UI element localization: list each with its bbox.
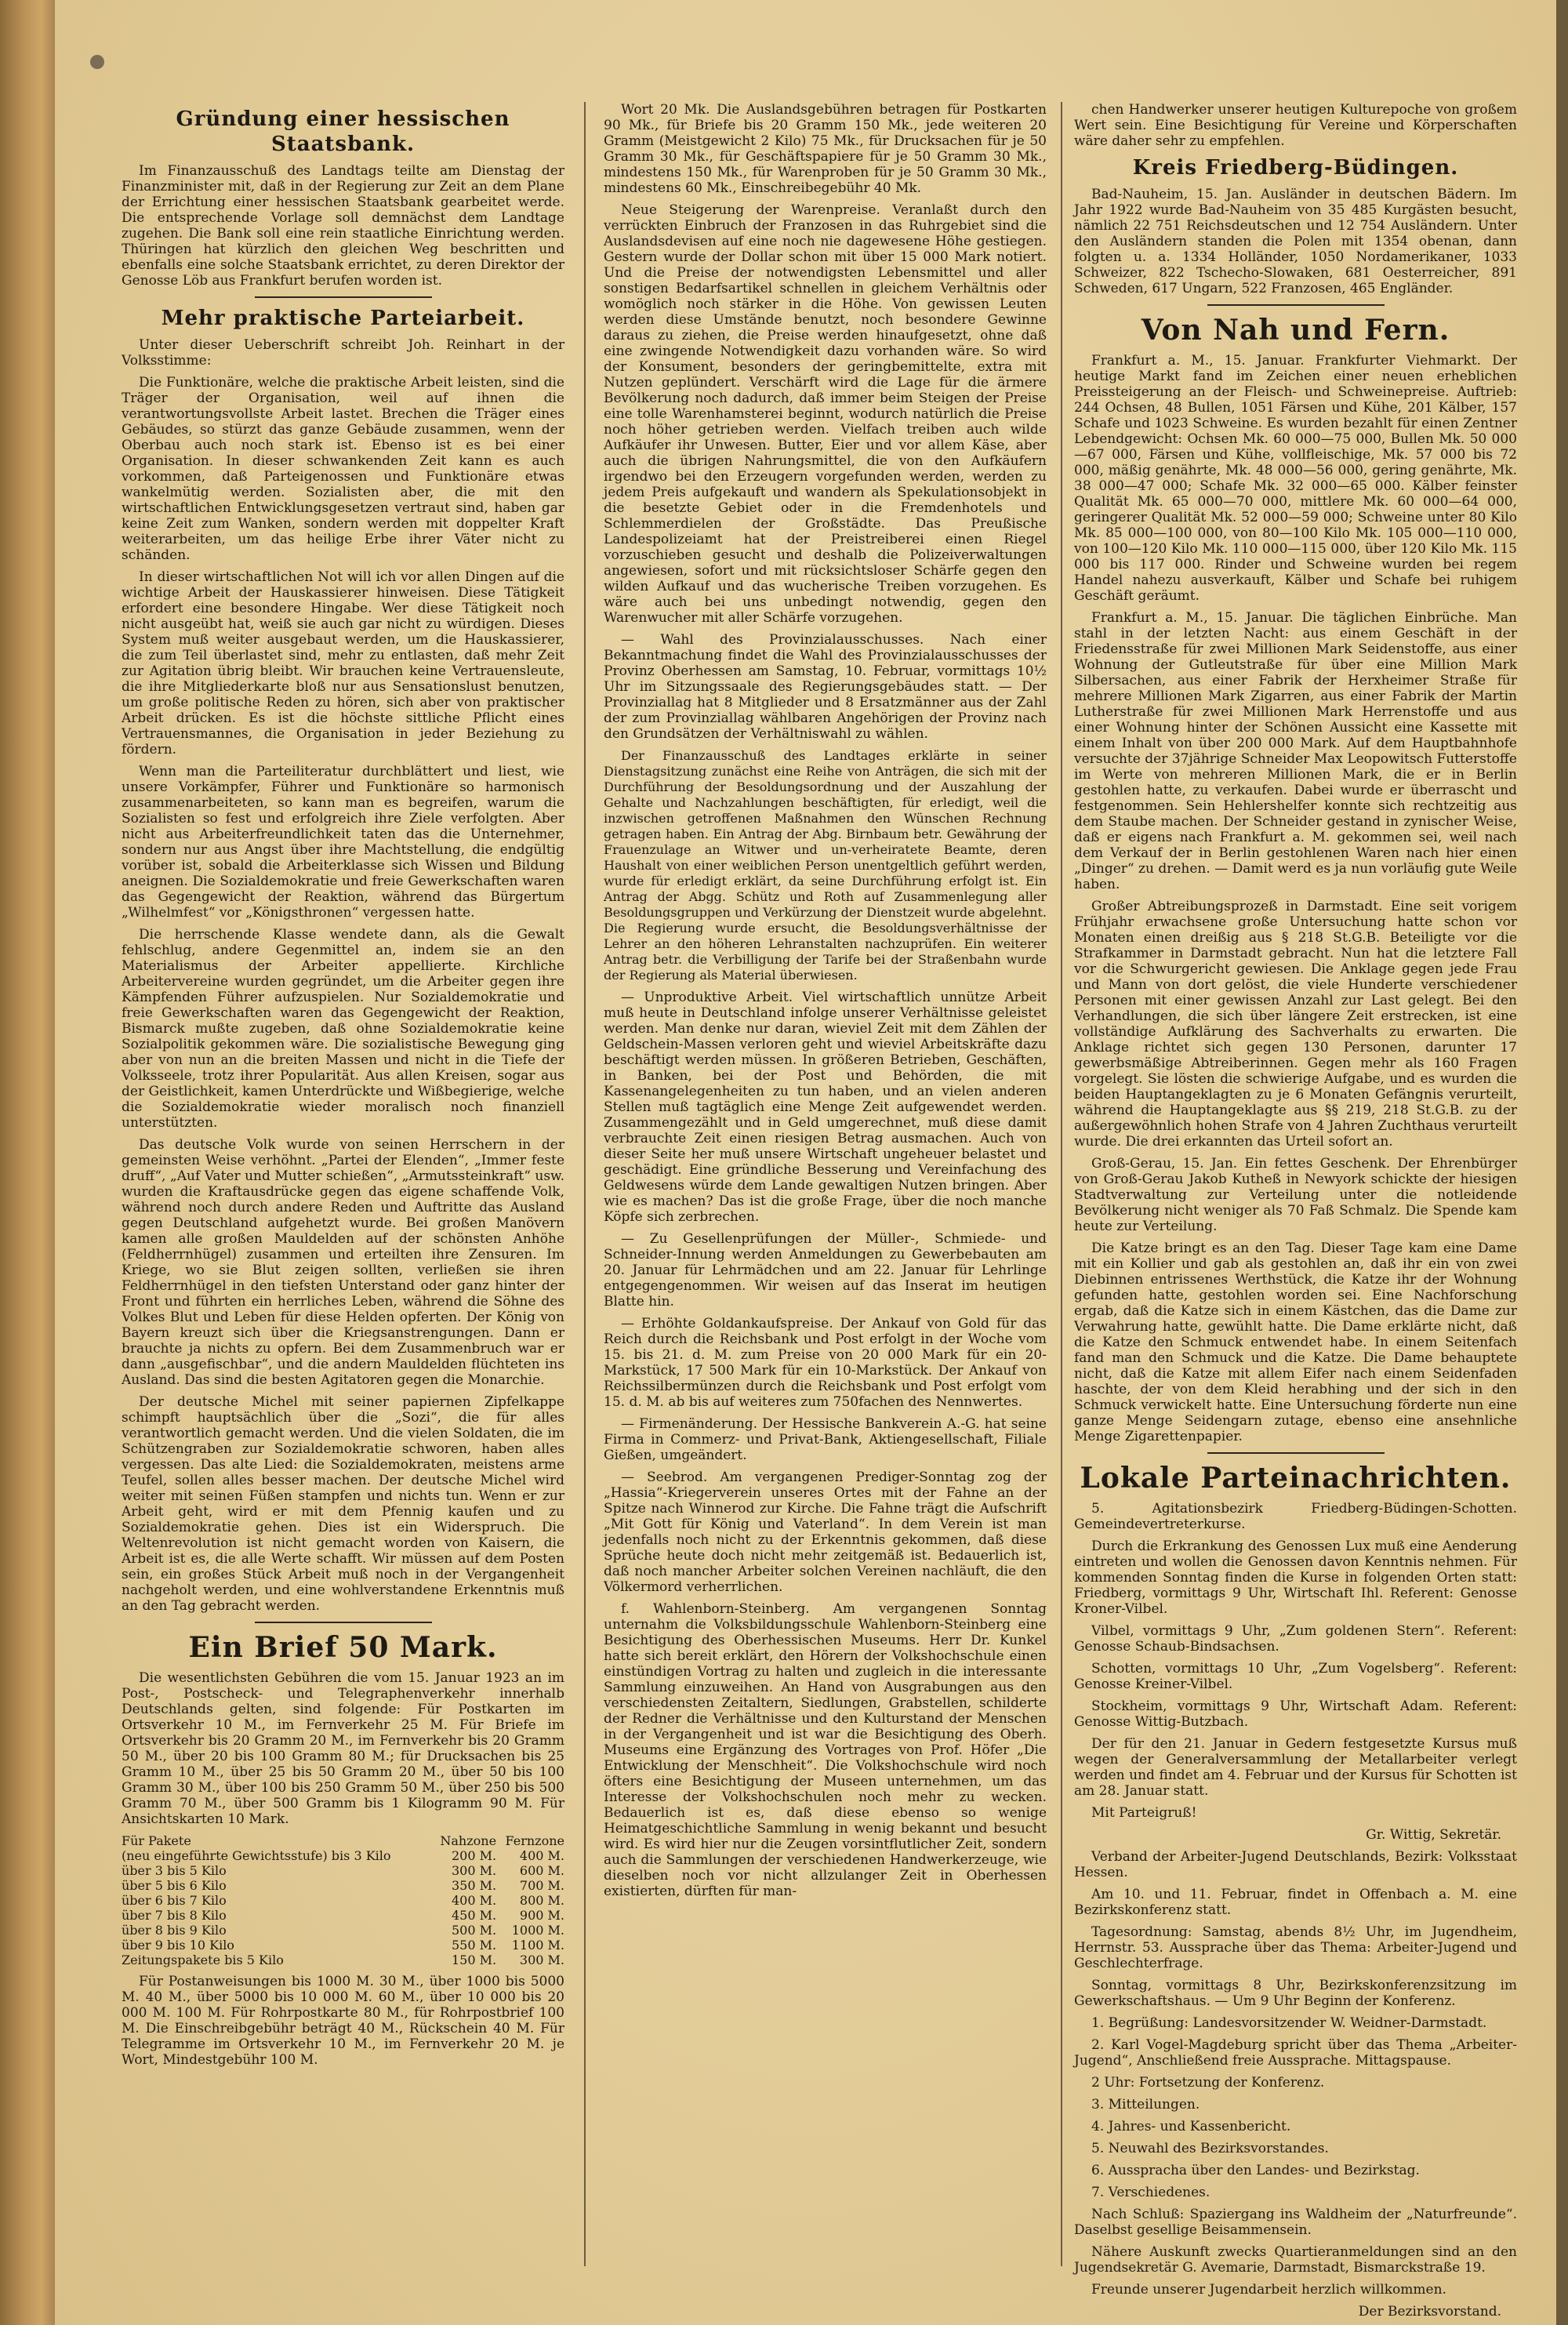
- parcel-rate-table: [122, 1833, 564, 1967]
- table-row: [122, 1923, 564, 1938]
- article-paragraph: Schotten, vormittags 10 Uhr, „Zum Vogelsberg“. Referent: Genosse Kreiner-Vilbel.: [1074, 1661, 1517, 1692]
- table-header: Nahzone: [440, 1833, 497, 1848]
- agenda-item: 3. Mitteilungen.: [1091, 2097, 1200, 2112]
- article-paragraph: Vilbel, vormittags 9 Uhr, „Zum goldenen Stern“. Referent: Genosse Schaub-Bindsachsen.: [1074, 1623, 1517, 1655]
- separator: [255, 296, 432, 298]
- table-cell: 700 M.: [519, 1878, 564, 1893]
- separator: [1207, 304, 1385, 306]
- agenda-item: 4. Jahres- und Kassenbericht.: [1091, 2119, 1291, 2134]
- headline-brief: Ein Brief 50 Mark.: [188, 1631, 498, 1664]
- article-paragraph: — Wahl des Provinzialausschusses. Nach einer Bekanntmachung findet die Wahl des Provinzialausschusses der Provinz Oberhessen am Samstag, 10. Februar, vormittags 10½ Uhr im Sitzungssaale des Regierungsgebäudes statt. — Der Provinziallag hat 8 Mitglieder und 8 Ersatzmänner aus der Zahl der zum Provinziallag wählbaren Angehörigen der Provinz nach den Grundsätzen der Verhältniswahl zu wählen.: [604, 632, 1047, 742]
- signature: Gr. Wittig, Sekretär.: [1366, 1827, 1501, 1843]
- table-cell: 1100 M.: [511, 1938, 564, 1953]
- article-paragraph: Neue Steigerung der Warenpreise. Veranlaßt durch den verrückten Einbruch der Franzosen in das Ruhrgebiet sind die Auslandsdevisen auf eine noch nie dagewesene Höhe gestiegen. Gestern wurde der Dollar schon mit über 15 000 Mark notiert. Und die Preise der notwendigsten Lebensmittel und aller sonstigen Bedarfsartikel schnellen in gleichem Verhältnis oder womöglich noch stärker in die Höhe. Von gewissen Leuten werden diese Umstände benutzt, noch besondere Gewinne daraus zu ziehen, die Preise werden hinaufgesetzt, ohne daß eine zwingende Notwendigkeit dazu vorhanden wäre. So wird der Konsument, besonders der geringbemittelte, extra mit Nutzen geplündert. Verschärft wird die Lage für die ärmere Bevölkerung noch dadurch, daß immer beim Steigen der Preise eine tolle Warenhamsterei beginnt, wodurch natürlich die Preise noch höher getrieben werden. Vielfach treiben auch wilde Aufkäufer ihr Unwesen. Butter, Eier und vor allem Käse, aber auch die übrigen Nahrungsmittel, die von den Aufkäufern irgendwo bei den Erzeugern vorgefunden werden, werden zu jedem Preis aufgekauft und wandern als Spekulationsobjekt in die besetzte Gebiet oder in die Fremdenhotels und Schlemmerdielen der Großstädte. Das Preußische Landespolizeiamt hat der Preistreiberei einen Riegel vorzuschieben gesucht und deshalb die Polizeiverwaltungen angewiesen, sofort und mit rücksichtsloser Schärfe gegen den wilden Aufkauf und das wucherische Treiben vorzugehen. Es wäre auch bei uns unbedingt notwendig, gegen den Warenwucher mit aller Schärfe vorzugehen.: [604, 202, 1047, 626]
- headline-parteinachrichten: Lokale Parteinachrichten.: [1080, 1462, 1512, 1495]
- article-paragraph: — Zu Gesellenprüfungen der Müller-, Schmiede- und Schneider-Innung werden Anmeldungen zu Gewerbebauten am 20. Januar für Lehrmädchen und am 22. Januar für Lehrlinge entgegengenommen. Wir weisen auf das Inserat im heutigen Blatte hin.: [604, 1231, 1047, 1310]
- article-paragraph: — Firmenänderung. Der Hessische Bankverein A.-G. hat seine Firma in Commerz- und Privat-Bank, Aktiengesellschaft, Filiale Gießen, umgeändert.: [604, 1416, 1047, 1463]
- table-cell: 1000 M.: [511, 1923, 564, 1938]
- agenda-item: 5. Neuwahl des Bezirksvorstandes.: [1091, 2141, 1329, 2156]
- agenda-item: 6. Ausspracha über den Landes- und Bezirkstag.: [1091, 2163, 1420, 2178]
- agenda-item: 2 Uhr: Fortsetzung der Konferenz.: [1091, 2075, 1325, 2091]
- agenda-item: 1. Begrüßung: Landesvorsitzender W. Weidner-Darmstadt.: [1091, 2015, 1487, 2031]
- table-header-row: [122, 1833, 564, 1848]
- book-binding: [0, 0, 55, 2325]
- article-paragraph: Großer Abtreibungsprozeß in Darmstadt. Eine seit vorigem Frühjahr erwachsene große Untersuchung hatte schon vor Monaten einen dreißig aus § 218 St.G.B. Beteiligte vor die Strafkammer in Darmstadt gebracht. Nun hat die letztere Fall vor die Schwurgericht gewiesen. Die Anklage gegen jede Frau und Mann von dort gelöst, die viele Hunderte verschiedener Personen mit einer gewissen Anzahl zur Last gelegt. Bei den Verhandlungen, die sich über längere Zeit erstrecken, ist eine vollständige Aufklärung des Sachverhalts zu erwarten. Die Anklage richtet sich gegen 130 Personen, darunter 17 gewerbsmäßige Abtreiberinnen. Gegen mehr als 160 Fragen vorgelegt. Sie lösten die schwierige Aufgabe, und es wurden die beiden Hauptangeklagten zu je 6 Monaten Gefängnis verurteilt, während die Hauptangeklagte aus §§ 219, 218 St.G.B. zu der außergewöhnlich hohen Strafe von 4 Jahren Zuchthaus verurteilt wurde. Die drei erkannten das Urteil sofort an.: [1074, 899, 1517, 1150]
- table-cell: 800 M.: [519, 1893, 564, 1908]
- article-paragraph: Die Funktionäre, welche die praktische Arbeit leisten, sind die Träger der Organisation, weil auf ihnen die verantwortungsvollste Arbeit lastet. Brechen die Träger eines Gebäudes, so stürzt das ganze Gebäude zusammen, wenn der Oberbau auch noch stark ist. Ebenso ist es bei einer Organisation. In dieser schwankenden Zeit kann es auch vorkommen, daß Parteigenossen und Funktionäre etwas wankelmütig werden. Sozialisten aber, die mit den wirtschaftlichen Entwicklungsgesetzen vertraut sind, haben gar keine Zeit zum Wanken, sondern werden mit doppelter Kraft weiterarbeiten, um das heilige Erbe ihrer Väter nicht zu schänden.: [122, 375, 564, 563]
- article-paragraph: In dieser wirtschaftlichen Not will ich vor allen Dingen auf die wichtige Arbeit der Hauskassierer hinweisen. Diese Tätigkeit erfordert eine besondere Hingabe. Wer diese Tätigkeit noch nicht ausgeübt hat, weiß sie auch gar nicht zu würdigen. Dieses System muß weiter ausgebaut werden, um die Hauskassierer, die zum Teil überlastet sind, mehr zu entlasten, daß mehr Zeit zur Agitation übrig bleibt. Wir brauchen keine Vertrauensleute, die ihre Mitgliederkarte bloß nur aus Sensationslust benutzen, um große politische Reden zu hören, sich aber von praktischer Arbeit drücken. Es ist die höchste sittliche Pflicht eines Vertrauensmannes, die Organisation in jeder Beziehung zu fördern.: [122, 569, 564, 757]
- table-cell: über 9 bis 10 Kilo: [122, 1938, 234, 1953]
- article-paragraph: Frankfurt a. M., 15. Januar. Frankfurter Viehmarkt. Der heutige Markt fand im Zeichen einer neuen erheblichen Preissteigerung an der Fleisch- und Schweinepreise. Auftrieb: 244 Ochsen, 48 Bullen, 1051 Färsen und Kühe, 201 Kälber, 157 Schafe und 1023 Schweine. Es wurden bezahlt für einen Zentner Lebendgewicht: Ochsen Mk. 60 000—75 000, Bullen Mk. 50 000—67 000, Färsen und Kühe, vollfleischige, Mk. 57 000 bis 72 000, mäßig genährte, Mk. 48 000—56 000, gering genährte, Mk. 38 000—47 000; Schafe Mk. 32 000—65 000. Kälber feinster Qualität Mk. 65 000—70 000, mittlere Mk. 60 000—64 000, geringerer Qualität Mk. 52 000—59 000; Schweine unter 80 Kilo Mk. 85 000—100 000, von 80—100 Kilo Mk. 105 000—110 000, von 100—120 Kilo Mk. 110 000—115 000, über 120 Kilo Mk. 115 000 bis 117 000. Rinder und Schweine wurden bei regem Handel nahezu ausverkauft, Kälber und Schafe bei ruhigem Geschäft geräumt.: [1074, 353, 1517, 604]
- table-header: Für Pakete: [122, 1833, 191, 1848]
- table-row: [122, 1878, 564, 1893]
- article-paragraph: Nähere Auskunft zwecks Quartieranmeldungen sind an den Jugendsekretär G. Avemarie, Darmstadt, Bismarckstraße 19.: [1074, 2244, 1517, 2276]
- table-cell: 200 M.: [451, 1848, 497, 1863]
- agenda-item: 2. Karl Vogel-Magdeburg spricht über das Thema „Arbeiter-Jugend“, Anschließend freie Aussprache. Mittagspause.: [1074, 2037, 1517, 2069]
- table-cell: 400 M.: [519, 1848, 564, 1863]
- article-paragraph: 5. Agitationsbezirk Friedberg-Büdingen-Schotten. Gemeindevertreterkurse.: [1074, 1501, 1517, 1532]
- article-paragraph: Die Katze bringt es an den Tag. Dieser Tage kam eine Dame mit ein Kollier und gab als gestohlen an, daß ihr ein von zwei Diebinnen entrissenes Werthstück, die Katze ihr der Wohnung gefunden hatte, gestohlen worden sei. Eine Nachforschung ergab, daß die Katze sich in einem Kästchen, das die Dame zur Verwahrung hatte, gewühlt hatte. Die Dame erklärte nicht, daß die Katze den Schmuck entwendet habe. In einem Seitenfach fand man den Schmuck und die Katze. Die Dame behauptete nicht, daß die Katze mit allem Eifer nach einem Seidenfaden haschte, der von dem Kleid herabhing und der sich in den Schmuck verwickelt hatte. Eine Untersuchung förderte nun eine ganze Menge Seidengarn zutage, ebenso eine ansehnliche Menge Zigarettenpapier.: [1074, 1241, 1517, 1444]
- headline-parteiarbeit: Mehr praktische Parteiarbeit.: [161, 307, 525, 330]
- binding-hole: [90, 55, 104, 69]
- table-cell: Zeitungspakete bis 5 Kilo: [122, 1953, 284, 1967]
- column-2: [604, 102, 1047, 2282]
- article-paragraph: — Seebrod. Am vergangenen Prediger-Sonntag zog der „Hassia“-Kriegerverein unseres Ortes mit der Fahne an der Spitze nach Winnerod zur Kirche. Die Fahne trägt die Aufschrift „Mit Gott für König und Vaterland“. In dem Verein ist man jedenfalls noch nicht zu der Erkenntnis gekommen, daß diese Sprüche heute doch nicht mehr zeitgemäß ist. Bedauerlich ist, daß noch mancher Arbeiter solchen Vereinen nachläuft, die den Völkermord verherrlichen.: [604, 1469, 1047, 1595]
- article-paragraph: Nach Schluß: Spaziergang ins Waldheim der „Naturfreunde“. Daselbst gesellige Beisammensein.: [1074, 2207, 1517, 2238]
- article-paragraph: Durch die Erkrankung des Genossen Lux muß eine Aenderung eintreten und wollen die Genossen davon Kenntnis nehmen. Für kommenden Sonntag finden die Kurse in folgenden Orten statt: Friedberg, vormittags 9 Uhr, Wirtschaft Ihl. Referent: Genosse Kroner-Vilbel.: [1074, 1538, 1517, 1617]
- headline-staatsbank: Gründung einer hessischen Staatsbank.: [176, 107, 510, 156]
- article-paragraph: Die wesentlichsten Gebühren die vom 15. Januar 1923 an im Post-, Postscheck- und Telegraphenverkehr innerhalb Deutschlands gelten, sind folgende: Für Postkarten im Ortsverkehr 10 M., im Fernverkehr 25 M. Für Briefe im Ortsverkehr bis 20 Gramm 20 M., im Fernverkehr bis 20 Gramm 50 M., über 20 bis 100 Gramm 80 M.; für Drucksachen bis 25 Gramm 10 M., über 25 bis 50 Gramm 20 M., über 50 bis 100 Gramm 30 M., über 100 bis 250 Gramm 50 M., über 250 bis 500 Gramm 70 M., über 500 Gramm bis 1 Kilogramm 90 M. Für Ansichtskarten 10 Mark.: [122, 1670, 564, 1827]
- article-paragraph: Unter dieser Ueberschrift schreibt Joh. Reinhart in der Volksstimme:: [122, 337, 564, 369]
- article-paragraph: chen Handwerker unserer heutigen Kulturepoche von großem Wert sein. Eine Besichtigung für Vereine und Körperschaften wäre daher sehr zu empfehlen.: [1074, 102, 1517, 149]
- table-cell: 450 M.: [451, 1908, 497, 1923]
- table-cell: 300 M.: [451, 1863, 497, 1878]
- table-cell: 350 M.: [451, 1878, 497, 1893]
- article-paragraph: Tagesordnung: Samstag, abends 8½ Uhr, im Jugendheim, Herrnstr. 53. Aussprache über das Thema: Arbeiter-Jugend und Geschlechterfrage.: [1074, 1924, 1517, 1971]
- article-paragraph: — Erhöhte Goldankaufspreise. Der Ankauf von Gold für das Reich durch die Reichsbank und Post erfolgt in der Woche vom 15. bis 21. d. M. zum Preise von 20 000 Mark für ein 20-Markstück, 17 500 Mark für ein 10-Markstück. Der Ankauf von Reichssilbermünzen durch die Reichsbank und Post erfolgt vom 15. d. M. ab bis auf weiteres zum 750fachen des Nennwertes.: [604, 1316, 1047, 1410]
- article-paragraph: Sonntag, vormittags 8 Uhr, Bezirkskonferenzsitzung im Gewerkschaftshaus. — Um 9 Uhr Beginn der Konferenz.: [1074, 1978, 1517, 2009]
- table-cell: 550 M.: [451, 1938, 497, 1953]
- agenda-item: 7. Verschiedenes.: [1091, 2185, 1210, 2200]
- table-cell: über 3 bis 5 Kilo: [122, 1863, 227, 1878]
- article-paragraph: Mit Parteigruß!: [1091, 1805, 1197, 1821]
- article-paragraph: — Unproduktive Arbeit. Viel wirtschaftlich unnütze Arbeit muß heute in Deutschland infolge unserer Verhältnisse geleistet werden. Man denke nur daran, wieviel Zeit mit dem Zählen der Geldschein-Massen verloren geht und wieviel Arbeitskräfte dazu beschäftigt werden müssen. In größeren Betrieben, Geschäften, in Banken, bei der Post und Behörden, die mit Kassenangelegenheiten zu tun haben, und an vielen anderen Stellen muß tagtäglich eine Menge Zeit aufgewendet werden. Zusammengezählt und in Geld umgerechnet, muß diese damit verbrauchte Zeit einen riesigen Betrag ausmachen. Auch von dieser Seite her muß unsere Wirtschaft ungeheuer belastet und geschädigt. Eine gründliche Besserung und Vereinfachung des Geldwesens würde dem Lande gewaltigen Nutzen bringen. Aber wie es machen? Das ist die große Frage, über die noch manche Köpfe sich zerbrechen.: [604, 990, 1047, 1225]
- article-paragraph: Am 10. und 11. Februar, findet in Offenbach a. M. eine Bezirkskonferenz statt.: [1074, 1887, 1517, 1918]
- article-paragraph: Im Finanzausschuß des Landtags teilte am Dienstag der Finanzminister mit, daß in der Regierung zur Zeit an dem Plane der Errichtung einer hessischen Staatsbank gearbeitet werde. Die entsprechende Vorlage soll demnächst dem Landtage zugehen. Die Bank soll eine rein staatliche Einrichtung werden. Thüringen hat kürzlich den gleichen Weg beschritten und ebenfalls eine solche Staatsbank errichtet, zu deren Direktor der Genosse Löb aus Frankfurt berufen worden ist.: [122, 163, 564, 289]
- table-row: [122, 1953, 564, 1967]
- article-paragraph: Der für den 21. Januar in Gedern festgesetzte Kursus muß wegen der Generalversammlung der Metallarbeiter verlegt werden und findet am 4. Februar und der Kursus für Schotten ist am 28. Januar statt.: [1074, 1736, 1517, 1799]
- article-paragraph: Verband der Arbeiter-Jugend Deutschlands, Bezirk: Volksstaat Hessen.: [1074, 1849, 1517, 1880]
- article-paragraph: Für Postanweisungen bis 1000 M. 30 M., über 1000 bis 5000 M. 40 M., über 5000 bis 10 000 M. 60 M., über 10 000 bis 20 000 M. 100 M. Für Rohrpostkarte 80 M., für Rohrpostbrief 100 M. Die Einschreibgebühr beträgt 40 M., Rückschein 40 M. Für Telegramme im Ortsverkehr 10 M., im Fernverkehr 20 M. je Wort, Mindestgebühr 100 M.: [122, 1974, 564, 2068]
- table-cell: 600 M.: [519, 1863, 564, 1878]
- column-3: [1074, 102, 1517, 2320]
- article-paragraph: Wenn man die Parteiliteratur durchblättert und liest, wie unsere Vorkämpfer, Führer und Funktionäre so harmonisch zusammenarbeiteten, so kann man es begreifen, warum die Sozialisten so fest und erfolgreich ihre Ziele verfolgten. Aber nicht aus Arbeiterfreundlichkeit taten das die Unternehmer, sondern nur aus Angst über ihre Machtstellung, die endgültig vorüber ist, sobald die Arbeiterklasse sich Wissen und Bildung aneignen. Die Sozialdemokratie und freie Gewerkschaften waren das Gegengewicht der Reaktion, während das Bürgertum „Wilhelmfest“ vor „Königsthronen“ vergessen hatte.: [122, 764, 564, 921]
- table-row: [122, 1893, 564, 1908]
- table-cell: 900 M.: [519, 1908, 564, 1923]
- table-cell: 500 M.: [451, 1923, 497, 1938]
- table-row: [122, 1863, 564, 1878]
- article-paragraph: Bad-Nauheim, 15. Jan. Ausländer in deutschen Bädern. Im Jahr 1922 wurde Bad-Nauheim von 35 485 Kurgästen besucht, nämlich 22 751 Reichsdeutschen und 12 754 Ausländern. Unter den Ausländern standen die Polen mit 1354 obenan, dann folgten u. a. 1334 Holländer, 1050 Nordamerikaner, 1033 Schweizer, 822 Tschecho-Slowaken, 681 Oesterreicher, 891 Schweden, 617 Ungarn, 522 Franzosen, 465 Engländer.: [1074, 187, 1517, 296]
- signature: Der Bezirksvorstand.: [1358, 2304, 1501, 2320]
- table-cell: über 6 bis 7 Kilo: [122, 1893, 227, 1908]
- article-paragraph: Freunde unserer Jugendarbeit herzlich willkommen.: [1091, 2282, 1446, 2298]
- headline-kreis: Kreis Friedberg-Büdingen.: [1132, 156, 1459, 180]
- article-paragraph: Frankfurt a. M., 15. Januar. Die täglichen Einbrüche. Man stahl in der letzten Nacht: aus einem Geschäft in der Friedensstraße für zwei Millionen Mark Seidenstoffe, aus einer Wohnung der Gutleutstraße für über eine Million Mark Silbersachen, aus einer Fabrik der Herxheimer Straße für mehrere Millionen Mark Zigarren, aus einer Fabrik der Martin Lutherstraße für zwei Millionen Mark Herrenstoffe und aus einer Wohnung hinter der Schönen Aussicht eine Kassette mit einem Inhalt von über 200 000 Mark. Auf dem Hauptbahnhofe versuchte der 37jährige Schneider Max Leopowitsch Futterstoffe im Werte von mehreren Millionen Mark, die er in Berlin gestohlen hatte, zu verkaufen. Dabei wurde er überrascht und festgenommen. Sein Hehlershelfer konnte sich rechtzeitig aus dem Staube machen. Der Schneider gestand in zynischer Weise, daß er eigens nach Frankfurt a. M. gekommen sei, weil nach dem Verkauf der in Berlin gestohlenen Waren nach hier einen „Dinger“ zu drehen. — Damit werd es ja nun vorläufig gute Weile haben.: [1074, 610, 1517, 892]
- article-paragraph: Stockheim, vormittags 9 Uhr, Wirtschaft Adam. Referent: Genosse Wittig-Butzbach.: [1074, 1698, 1517, 1730]
- table-cell: (neu eingeführte Gewichtsstufe) bis 3 Kilo: [122, 1848, 391, 1863]
- article-paragraph: Die herrschende Klasse wendete dann, als die Gewalt fehlschlug, andere Gegenmittel an, indem sie an den Materialismus der Arbeiter appellierte. Kirchliche Arbeitervereine wurden gegründet, um die Arbeiter gegen ihre Kämpfenden Führer aufzuspielen. Nur Sozialdemokratie und freie Gewerkschaften waren das Gegengewicht der Reaktion, Bismarck mußte zugeben, daß ohne Sozialdemokratie keine Sozialpolitik gekommen wäre. Die sozialistische Bewegung ging aber von nun an die breiten Massen und nicht in die Tiefe der Volksseele, trotz ihrer Popularität. Aus allen Kreisen, sogar aus der Geistlichkeit, kamen Unterdrückte und Wißbegierige, welche die Sozialdemokratie wieder moralisch noch finanziell unterstützten.: [122, 927, 564, 1131]
- separator: [1207, 1452, 1385, 1454]
- column-1: [122, 102, 564, 2282]
- article-paragraph: f. Wahlenborn-Steinberg. Am vergangenen Sonntag unternahm die Volksbildungsschule Wahlenborn-Steinberg eine Besichtigung des Oberhessischen Museums. Herr Dr. Kunkel hatte sich bereit erklärt, den Hörern der Volkshochschule einen einstündigen Vortrag zu halten und zugleich in die interessante Sammlung einzuweihen. An Hand von Ausgrabungen aus den verschiedensten Zeitaltern, Siedlungen, Grabstellen, schilderte der Redner die Verhältnisse und den Kulturstand der Menschen in der Vergangenheit und ist war die Besichtigung des Oberh. Museums eine Ergänzung des Vortrages von Prof. Höfer „Die Entwicklung der Menschheit“. Die Volkshochschule wird noch öfters eine Besichtigung der Museen unternehmen, um das Interesse der Volkshochschulen noch mehr zu wecken. Bedauerlich ist es, daß diese ebenso so wenige Heimatgeschichtliche Sammlung in wenig bekannt und besucht wird. Es wird hier nur die Zeugen vorsintflutlicher Zeit, sondern auch die Sammlungen der verschiedenen Handwerkerzeuge, wie dieselben noch vor nicht allzulanger Zeit in Oberhessen existierten, dürften für man-: [604, 1601, 1047, 1899]
- article-paragraph: Groß-Gerau, 15. Jan. Ein fettes Geschenk. Der Ehrenbürger von Groß-Gerau Jakob Kutheß in Newyork schickte der hiesigen Stadtverwaltung zur Verteilung unter die notleidende Bevölkerung nicht weniger als 70 Faß Schmalz. Die Spende kam heute zur Verteilung.: [1074, 1156, 1517, 1234]
- table-row: [122, 1908, 564, 1923]
- article-paragraph: Wort 20 Mk. Die Auslandsgebühren betragen für Postkarten 90 Mk., für Briefe bis 20 Gramm 150 Mk., jede weiteren 20 Gramm (Meistgewicht 2 Kilo) 75 Mk., für Drucksachen für je 50 Gramm 30 Mk., für Geschäftspapiere für je 50 Gramm 30 Mk., mindestens 150 Mk., für Warenproben für je 50 Gramm 30 Mk., mindestens 60 Mk., Einschreibegebühr 40 Mk.: [604, 102, 1047, 196]
- table-cell: über 8 bis 9 Kilo: [122, 1923, 227, 1938]
- article-paragraph: Das deutsche Volk wurde von seinen Herrschern in der gemeinsten Weise verhöhnt. „Partei der Elenden“, „Immer feste druff“, „Auf Vater und Mutter schießen“, „Armutssteinkraft“ usw. wurden die Kraftausdrücke gegen das eigene schaffende Volk, während noch durch andere Reden und Auftritte das Ausland gegen Deutschland aufgehetzt wurde. Bei großen Manövern kamen alle großen Mauldelden auf der schönsten Anhöhe (Feldherrnhügel) zusammen und erteilten ihre Zensuren. Im Kriege, wo sie Blut zeigen sollten, verließen sie ihren Feldherrnhügel in den tiefsten Unterstand oder ganz hinter der Front und führten ein herrliches Leben, während die Söhne des Volkes Blut und Leben für diese Helden opferten. Der König von Bayern kreuzt sich über die Kriegsanstrengungen. Dann er brauchte ja nichts zu opfern. Bei dem Zusammenbruch war er dann „ausgefischbar“, und die andern Mauldelden flüchteten ins Ausland. Das sind die besten Agitatoren gegen die Monarchie.: [122, 1137, 564, 1388]
- newspaper-page: [55, 0, 1556, 2325]
- table-cell: 400 M.: [451, 1893, 497, 1908]
- table-row: [122, 1938, 564, 1953]
- table-row: [122, 1848, 564, 1863]
- column-rule: [1061, 102, 1062, 2266]
- table-cell: 300 M.: [519, 1953, 564, 1967]
- article-paragraph: Der deutsche Michel mit seiner papiernen Zipfelkappe schimpft hauptsächlich über die „Sozi“, die für alles verantwortlich gemacht werden. Und die vielen Soldaten, die im Schützengraben zur Sozialdemokratie schworen, haben alles vergessen. Das alte Lied: die Sozialdemokraten, meistens arme Teufel, sollen alles besser machen. Der deutsche Michel wird weiter mit seinen Füßen stampfen und nichts tun. Wenn er zur Arbeit geht, wird er mit dem Pfennig kaufen und zu Sozialdemokratie gehen. Dies ist ein Widerspruch. Die Weltenrevolution ist nicht gemacht worden von Kaisern, die Arbeit ist es, die alle Werte schafft. Wir müssen auf dem Posten sein, ein großes Stück Arbeit muß noch in der Vergangenheit nachgeholt werden, und eine wohlverstandene Erkenntnis muß an den Tag gebracht werden.: [122, 1394, 564, 1614]
- headline-nah-fern: Von Nah und Fern.: [1141, 314, 1450, 347]
- table-cell: über 5 bis 6 Kilo: [122, 1878, 227, 1893]
- table-cell: 150 M.: [451, 1953, 497, 1967]
- table-header: Fernzone: [505, 1833, 564, 1848]
- column-rule: [584, 102, 586, 2266]
- separator: [255, 1622, 432, 1623]
- article-paragraph: Der Finanzausschuß des Landtages erklärte in seiner Dienstagsitzung zunächst eine Reihe von Anträgen, die sich mit der Durchführung der Besoldungsordnung und der Auszahlung der Gehalte und Nachzahlungen beschäftigten, für erledigt, weil die inzwischen getroffenen Maßnahmen den Wünschen Rechnung getragen haben. Ein Antrag der Abg. Birnbaum betr. Gewährung der Frauenzulage an Witwer und un-verheiratete Beamte, deren Haushalt von einer weiblichen Person unentgeltlich geführt werden, wurde für erledigt erklärt, da seine Durchführung erfolgt ist. Ein Antrag der Abgg. Schütz und Roth auf Zusammenlegung aller Besoldungsgruppen und Verkürzung der Dienstzeit wurde abgelehnt. Die Regierung wurde ersucht, die Besoldungsverhältnisse der Lehrer an den höheren Lehranstalten nachzuprüfen. Ein weiterer Antrag betr. die Verbilligung der Tarife bei der Straßenbahn wurde der Regierung als Material überwiesen.: [604, 748, 1047, 983]
- table-cell: über 7 bis 8 Kilo: [122, 1908, 227, 1923]
